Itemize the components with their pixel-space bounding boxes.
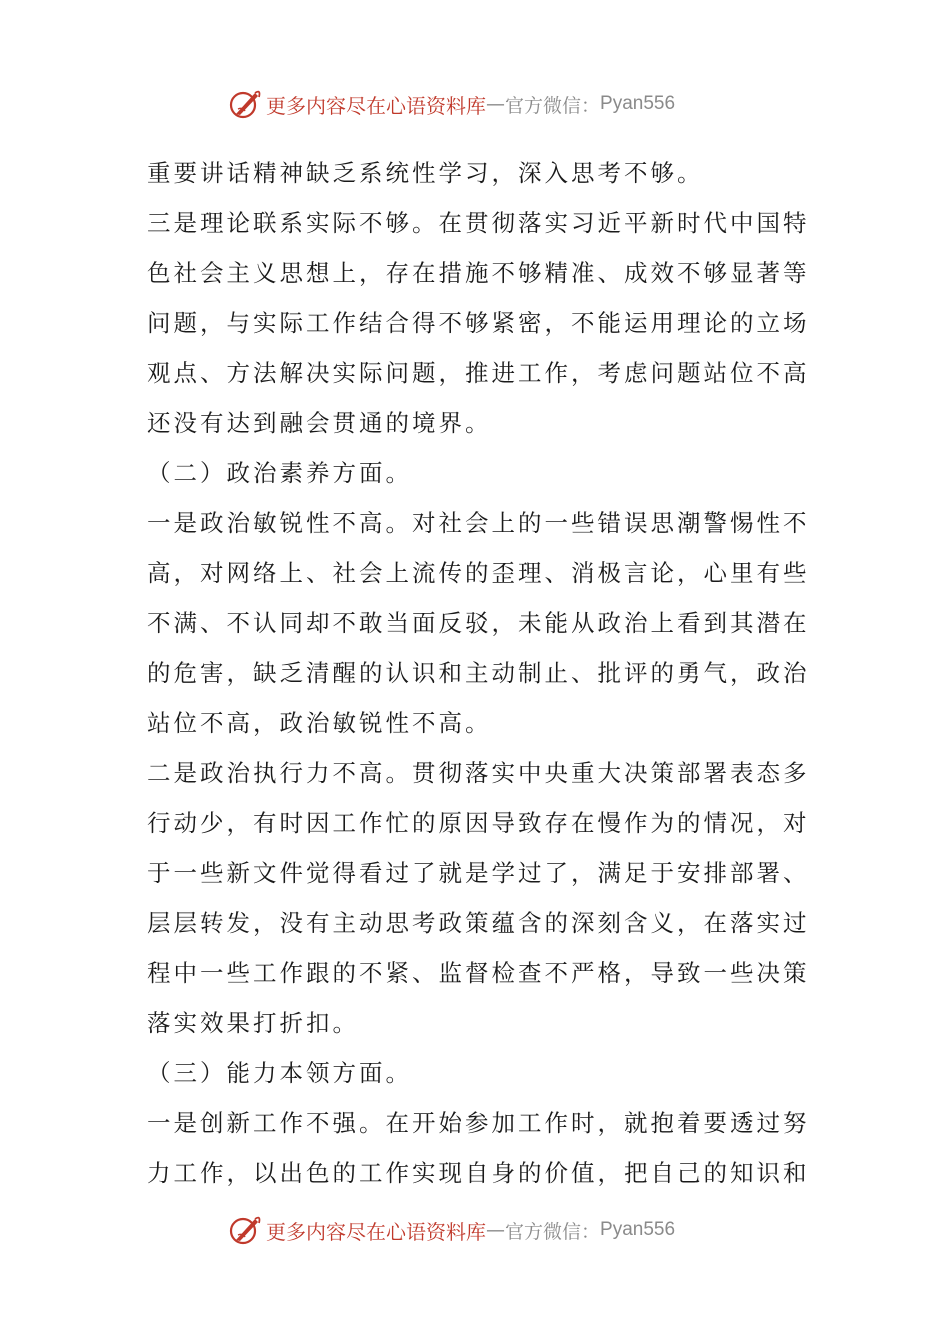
text-line: 行动少，有时因工作忙的原因导致存在慢作为的情况，对 — [147, 809, 807, 837]
text-line: 层层转发，没有主动思考政策蕴含的深刻含义，在落实过 — [147, 909, 807, 937]
text-line: 一是政治敏锐性不高。对社会上的一些错误思潮警惕性不 — [147, 509, 807, 537]
text-line: 不满、不认同却不敢当面反驳，未能从政治上看到其潜在 — [147, 609, 807, 637]
watermark-account: Pyan556 — [600, 1219, 676, 1240]
watermark-dash: — — [486, 1219, 505, 1241]
header-watermark — [228, 86, 728, 122]
quill-logo-icon — [228, 1213, 262, 1247]
watermark-grey-text: 官方微信： — [505, 1220, 601, 1243]
watermark-grey-text: 官方微信： — [505, 94, 601, 117]
text-line: 观点、方法解决实际问题，推进工作，考虑问题站位不高 — [147, 359, 807, 387]
watermark-red-text: 更多内容尽在心语资料库 — [266, 1219, 486, 1244]
text-line: 力工作，以出色的工作实现自身的价值，把自己的知识和 — [147, 1159, 807, 1187]
text-line: 三是理论联系实际不够。在贯彻落实习近平新时代中国特 — [147, 209, 807, 237]
text-line: 站位不高，政治敏锐性不高。 — [147, 709, 492, 737]
watermark-dash: — — [486, 93, 505, 115]
quill-logo-icon — [228, 87, 262, 121]
text-line: 于一些新文件觉得看过了就是学过了，满足于安排部署、 — [147, 859, 807, 887]
text-line: 色社会主义思想上，存在措施不够精准、成效不够显著等 — [147, 259, 807, 287]
document-body — [147, 148, 807, 1198]
section-heading: （二）政治素养方面。 — [147, 459, 412, 487]
text-line: 程中一些工作跟的不紧、监督检查不严格，导致一些决策 — [147, 959, 807, 987]
text-line: 的危害，缺乏清醒的认识和主动制止、批评的勇气，政治 — [147, 659, 807, 687]
text-line: 重要讲话精神缺乏系统性学习，深入思考不够。 — [147, 159, 704, 187]
section-heading: （三）能力本领方面。 — [147, 1059, 412, 1087]
text-line: 落实效果打折扣。 — [147, 1009, 359, 1037]
watermark-red-text: 更多内容尽在心语资料库 — [266, 93, 486, 118]
watermark-account: Pyan556 — [600, 93, 676, 114]
text-line: 二是政治执行力不高。贯彻落实中央重大决策部署表态多 — [147, 759, 807, 787]
text-line: 还没有达到融会贯通的境界。 — [147, 409, 492, 437]
text-line: 高，对网络上、社会上流传的歪理、消极言论，心里有些 — [147, 559, 807, 587]
footer-watermark — [228, 1212, 728, 1248]
text-line: 一是创新工作不强。在开始参加工作时，就抱着要透过努 — [147, 1109, 807, 1137]
text-line: 问题，与实际工作结合得不够紧密，不能运用理论的立场 — [147, 309, 807, 337]
